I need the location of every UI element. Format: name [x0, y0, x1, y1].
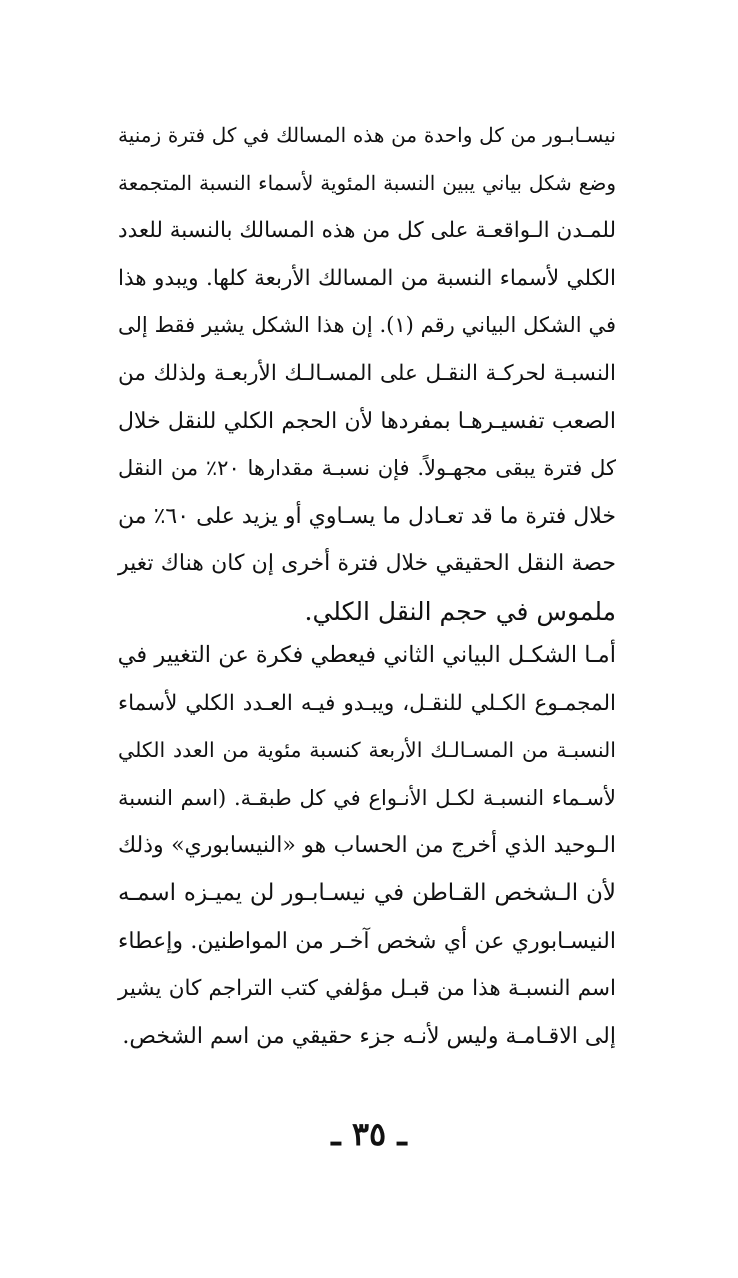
- text-line: الكلي لأسماء النسبة من المسالك الأربعة كلها. ويبدو هذا: [118, 265, 616, 291]
- text-line: إلى الاقـامـة وليس لأنـه جزء حقيقي من اسم الشخص.: [122, 1023, 616, 1049]
- text-line: لأن الـشخص القـاطن في نيسـابـور لن يميـزه اسمـه: [118, 879, 616, 906]
- text-line: النيسـابوري عن أي شخص آخـر من المواطنين. وإعطاء: [118, 928, 616, 954]
- page-number: ـ ٣٥ ـ: [331, 1115, 407, 1153]
- text-line: وضع شكل بياني يبين النسبة المئوية لأسماء النسبة المتجمعة: [118, 170, 616, 195]
- text-line: خلال فترة ما قد تعـادل ما يسـاوي أو يزيد على ٦٠٪ من: [118, 503, 616, 529]
- text-line: كل فترة يبقى مجهـولاً. فإن نسبـة مقدارها ٢٠٪ من النقل: [118, 456, 616, 481]
- paragraph-1: [118, 112, 616, 636]
- text-line: ملموس في حجم النقل الكلي.: [304, 596, 616, 626]
- text-line: لأسـماء النسبـة لكـل الأنـواع في كل طبقـة. (اسم النسبة: [118, 785, 616, 810]
- text-line: للمـدن الـواقعـة على كل من هذه المسالك بالنسبة للعدد: [118, 218, 616, 244]
- text-line: نيسـابـور من كل واحدة من هذه المسالك في كل فترة زمنية: [118, 123, 616, 147]
- text-line: النسبـة لحركـة النقـل على المسـالـك الأربعـة ولذلك من: [118, 360, 616, 386]
- text-line: أمـا الشكـل البياني الثاني فيعطي فكرة عن التغيير في: [117, 642, 616, 668]
- text-line: النسبـة من المسـالـك الأربعة كنسبة مئوية من العدد الكلي: [118, 738, 616, 763]
- text-line: المجمـوع الكـلي للنقـل، ويبـدو فيـه العـدد الكلي لأسماء: [118, 690, 616, 716]
- paragraph-2: [118, 632, 616, 1060]
- text-line: في الشكل البياني رقم (١). إن هذا الشكل يشير فقط إلى: [118, 313, 616, 338]
- text-line: حصة النقل الحقيقي خلال فترة أخرى إن كان هناك تغير: [118, 551, 616, 577]
- text-line: الصعب تفسيـرهـا بمفردها لأن الحجم الكلي للنقل خلال: [118, 408, 616, 434]
- text-line: اسم النسبـة هذا من قبـل مؤلفي كتب التراجم كان يشير: [118, 976, 616, 1002]
- text-line: الـوحيد الذي أخرج من الحساب هو «النيسابوري» وذلك: [118, 833, 616, 859]
